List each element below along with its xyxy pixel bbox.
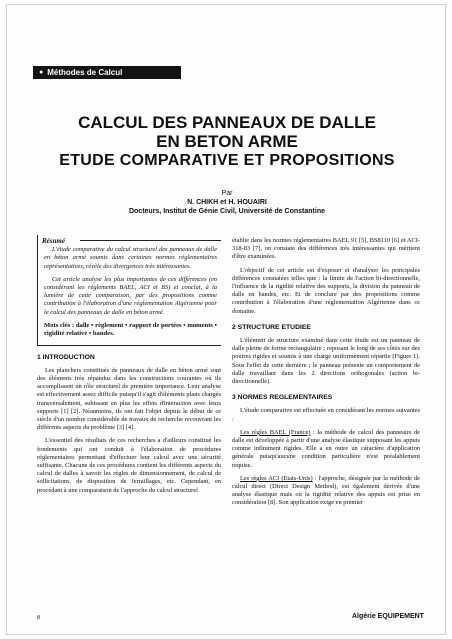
keywords-list: dalle • règlement • rapport de portées • moments • rigidité relative • bandes. [44, 321, 217, 338]
affiliation: Docteurs, Institut de Génie Civil, Université de Constantine [128, 208, 326, 215]
byline [47, 189, 407, 216]
section-label: Méthodes de Calcul [47, 68, 123, 77]
abstract-paragraph-2: Cet article analyse les plus importantes de ces différences (en considérant les règlements BAEL, ACI et BS) et conclut, à la lumière de cette comparaison, par des propositions comme contribution à l'élaboration d'une réglementation Algérienne pour le calcul des panneaux de dalle en béton armé. [44, 275, 217, 316]
heading-introduction: 1 INTRODUCTION [37, 353, 95, 361]
left-column [37, 235, 221, 500]
heading-normes: 3 NORMES REGLEMENTAIRES [232, 394, 333, 402]
section-bar [33, 66, 181, 79]
aci-label: Les règles ACI (Etats-Unis) [240, 474, 313, 482]
title-line-1: CALCUL DES PANNEAUX DE DALLE [78, 113, 376, 132]
keywords [44, 322, 217, 339]
article-title [37, 113, 417, 170]
bullet-icon: ● [39, 69, 44, 76]
journal-name: Algérie EQUIPEMENT [352, 613, 424, 620]
page-number: 8 [37, 615, 40, 621]
intro-paragraph-2: L'essentiel des résultats de ces recherches a d'ailleurs constitué les fondements qui ont conduit à l'élaboration de procédures réglementaires permettant d'effectuer leur calcul avec une sécurité suffisante. Chacune de ces procédures contient les différents aspects du calcul de dalles à savoir les règles de dimensionnement, de calcul de sollicitations, de disposition de ferraillages, etc. Cependant, en procédant à une comparaison de l'approche du calcul structurel [37, 437, 221, 494]
title-line-2: EN BETON ARME [156, 132, 298, 151]
normes-bael [232, 429, 420, 470]
right-column [232, 237, 420, 513]
right-paragraph-2: L'objectif de cet article est d'exposer et d'analyser les principales différences constatées telles que : la limite de l'action bi-directionnelle, l'influence de la rigidité relative des supports, la division du panneau de dalle en bandes, etc. Et de conclure par des propositions comme contribution à l'élaboration d'une réglementation Algérienne dans ce domaine. [232, 266, 420, 315]
journal-page [6, 4, 446, 635]
bael-text: : la méthode de calcul des panneaux de dalle est développée à partir d'une analyse élastique supposant les appuis comme infiniment rigides. Elle a en outre un caractère d'application générale puisqu'aucune condition particulière n'est préalablement requise. [232, 428, 420, 469]
heading-structure: 2 STRUCTURE ETUDIEE [232, 323, 311, 331]
aci-text: : l'approche, désignée par la méthode de calcul direct (Direct Design Method), est également dérivée d'une analyse élastique mais où la rigidité relative des appuis est prise en considération [8]. Son application exige en premier [232, 474, 420, 507]
structure-paragraph: L'élément de structure examiné dans cette étude est un panneau de dalle pleine de forme rectangulaire ; reposant le long de ses côtés sur des poutres rigides et soumis à une charge uniformément répartie (Figure 1). Sous l'effet de cette dernière ; le panneau présente un comportement de dalle travaillant dans les 2 directions orthogonales (action bi-directionnelle). [232, 337, 420, 386]
authors: N. CHIKH et H. HOUAIRI [187, 199, 267, 206]
intro-paragraph-1: Les planchers constitués de panneaux de dalle en béton armé sont des éléments très répandus dans les constructions courantes où ils accomplissent un rôle structurel de première importance. Leur analyse est effectivement assez difficile puisqu'il s'agit d'éléments plans chargés transversalement, subissant en plus les effets d'interaction avec leurs supports [1] [2]. Néanmoins, ils ont fait l'objet depuis le début de ce siècle d'un nombre considérable de travaux de recherche recouvrant les différents aspects du problème [3] [4]. [37, 366, 221, 432]
normes-intro: L'étude comparative est effectuée en considérant les normes suivantes : [232, 407, 420, 423]
abstract-rule [80, 240, 221, 241]
bael-label: Les règles BAEL (France) [240, 428, 311, 436]
abstract-label: Résumé [42, 237, 65, 245]
abstract-box [37, 235, 221, 346]
right-paragraph-1: établie dans les normes réglementaires BAEL 91 [5], BS8110 [6] et ACI-318-83 [7], on constate des différences très intéressantes qui méritent d'être examinées. [232, 237, 420, 261]
byline-par: Par [221, 190, 233, 197]
normes-aci [232, 475, 420, 508]
keywords-label: Mots clés : [44, 321, 75, 329]
abstract-paragraph-1: L'étude comparative du calcul structurel des panneaux de dalle en béton armé soumis dans certaines normes réglementaires représentatives, révèle des divergences très intéressantes. [44, 246, 217, 270]
title-line-3: ETUDE COMPARATIVE ET PROPOSITIONS [59, 152, 395, 169]
